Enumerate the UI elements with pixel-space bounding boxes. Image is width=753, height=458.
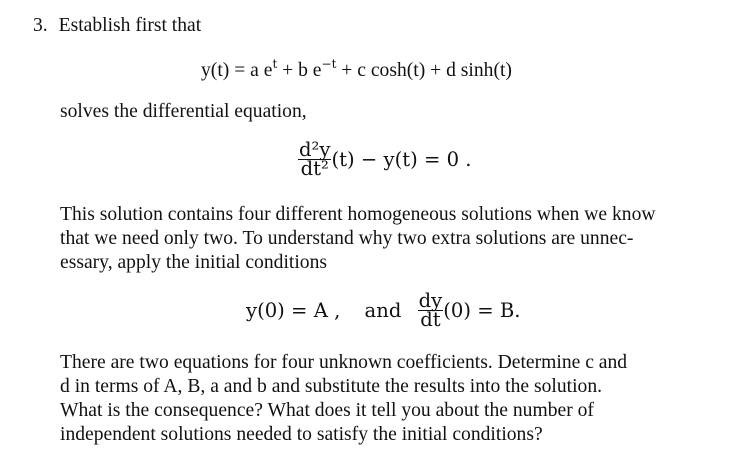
problem-intro: Establish first that bbox=[58, 15, 202, 36]
problem-heading bbox=[33, 14, 201, 38]
differential-equation bbox=[298, 138, 472, 180]
initial-conditions-equation bbox=[246, 289, 521, 331]
paragraph-differential-equation: solves the differential equation, bbox=[60, 101, 307, 122]
and-word: and bbox=[364, 299, 402, 322]
derivative-denominator: dt bbox=[418, 310, 444, 329]
problem-number: 3. bbox=[33, 15, 48, 36]
paragraph-three-line-1: There are two equations for four unknown coefficients. Determine c and bbox=[60, 352, 628, 373]
paragraph-three-line-2: d in terms of A, B, a and b and substitute the results into the solution. bbox=[60, 376, 603, 397]
general-solution-equation bbox=[201, 58, 512, 82]
paragraph-two-line-3: essary, apply the initial conditions bbox=[60, 252, 328, 273]
first-derivative-fraction bbox=[418, 289, 444, 331]
eq1-lhs: y(t) = a e bbox=[201, 60, 273, 81]
paragraph-two-line-2: that we need only two. To understand why two extra solutions are unnec- bbox=[60, 228, 634, 249]
fraction-denominator: dt² bbox=[298, 159, 331, 178]
condition-dy0: (0) = B. bbox=[443, 299, 521, 322]
paragraph-two-line-1: This solution contains four different homogeneous solutions when we know bbox=[60, 204, 656, 225]
eq1-exponent-1: t bbox=[272, 57, 278, 71]
eq1-middle: + b e bbox=[277, 60, 322, 81]
paragraph-three-line-3: What is the consequence? What does it tell you about the number of bbox=[60, 400, 594, 421]
condition-y0: y(0) = A , bbox=[246, 299, 341, 322]
second-derivative-fraction bbox=[298, 138, 331, 180]
derivative-numerator: dy bbox=[418, 289, 443, 312]
paragraph-three-line-4: independent solutions needed to satisfy the initial conditions? bbox=[60, 424, 543, 445]
eq2-rest: (t) − y(t) = 0 . bbox=[331, 148, 472, 171]
eq1-rest: + c cosh(t) + d sinh(t) bbox=[336, 60, 512, 81]
eq1-exponent-2: −t bbox=[321, 57, 337, 71]
fraction-numerator: d²y bbox=[299, 138, 331, 161]
